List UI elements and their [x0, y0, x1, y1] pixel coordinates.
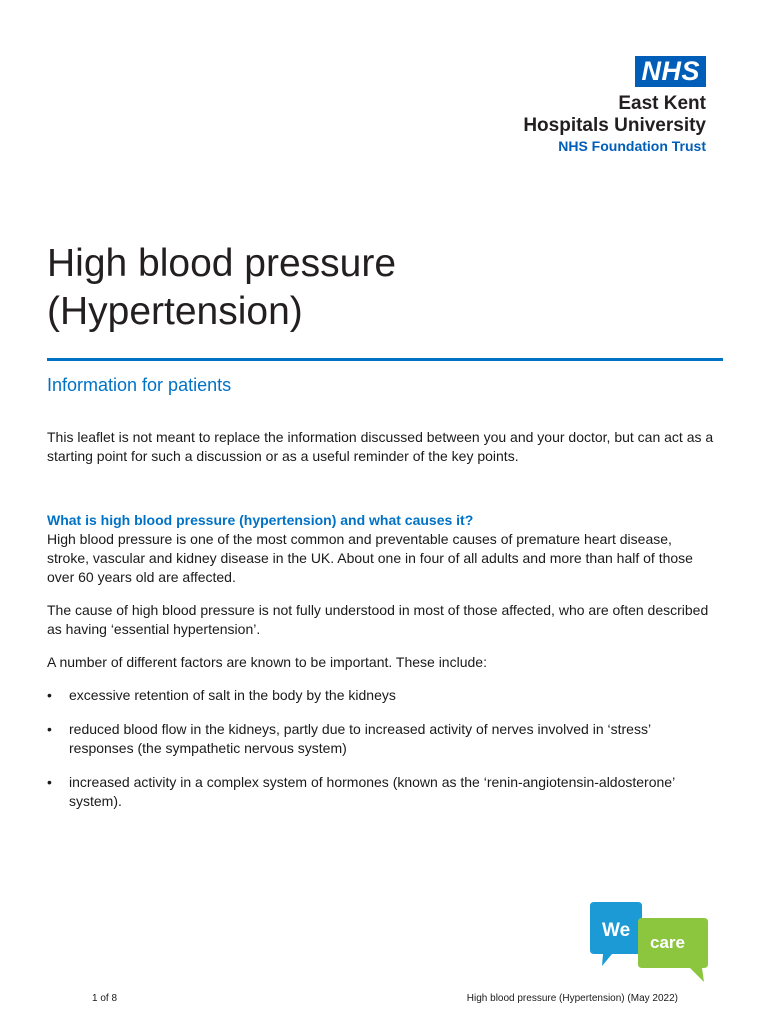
factors-list [47, 686, 717, 811]
trust-name-line2: Hospitals University [523, 115, 706, 136]
section-paragraph-1: High blood pressure is one of the most common and preventable causes of premature heart disease, stroke, vascular and kidney disease in the UK. About one in four of all adults and more than half of those over 60 years old are affected. [47, 531, 693, 585]
list-item [47, 720, 717, 758]
footer-document-title: High blood pressure (Hypertension) (May 2022) [466, 993, 678, 1004]
subtitle: Information for patients [47, 375, 232, 395]
bullet-mark: • [47, 721, 52, 737]
trust-name-line3: NHS Foundation Trust [558, 138, 706, 154]
list-item-text: reduced blood flow in the kidneys, partly due to increased activity of nerves involved in ‘stress’ responses (the sympathetic nervous system) [69, 721, 651, 756]
list-item-text: excessive retention of salt in the body by the kidneys [69, 687, 396, 703]
list-item [47, 686, 717, 705]
title-divider [47, 358, 723, 361]
bullet-mark: • [47, 687, 52, 703]
we-text: We [602, 920, 631, 941]
we-care-badge [590, 902, 712, 984]
list-item-text: increased activity in a complex system of hormones (known as the ‘renin-angiotensin-aldosterone’ system). [69, 774, 675, 809]
title-line1: High blood pressure [47, 242, 397, 285]
nhs-trust-logo [523, 56, 706, 156]
list-item [47, 773, 717, 811]
bullet-mark: • [47, 774, 52, 790]
leaflet-body [47, 428, 717, 826]
title-line2: (Hypertension) [47, 290, 303, 333]
trust-name-line1: East Kent [618, 93, 706, 114]
page-number: 1 of 8 [92, 993, 118, 1004]
page-title [47, 240, 396, 336]
care-text: care [650, 933, 685, 952]
section-heading: What is high blood pressure (hypertension) and what causes it? [47, 512, 474, 528]
nhs-logo: NHS [635, 56, 706, 87]
section-paragraph-2: The cause of high blood pressure is not fully understood in most of those affected, who are often described as having ‘essential hypertension’. [47, 602, 709, 637]
intro-paragraph: This leaflet is not meant to replace the information discussed between you and your doctor, but can act as a starting point for such a discussion or as a useful reminder of the key points. [47, 429, 714, 464]
section-paragraph-3: A number of different factors are known to be important. These include: [47, 654, 487, 670]
